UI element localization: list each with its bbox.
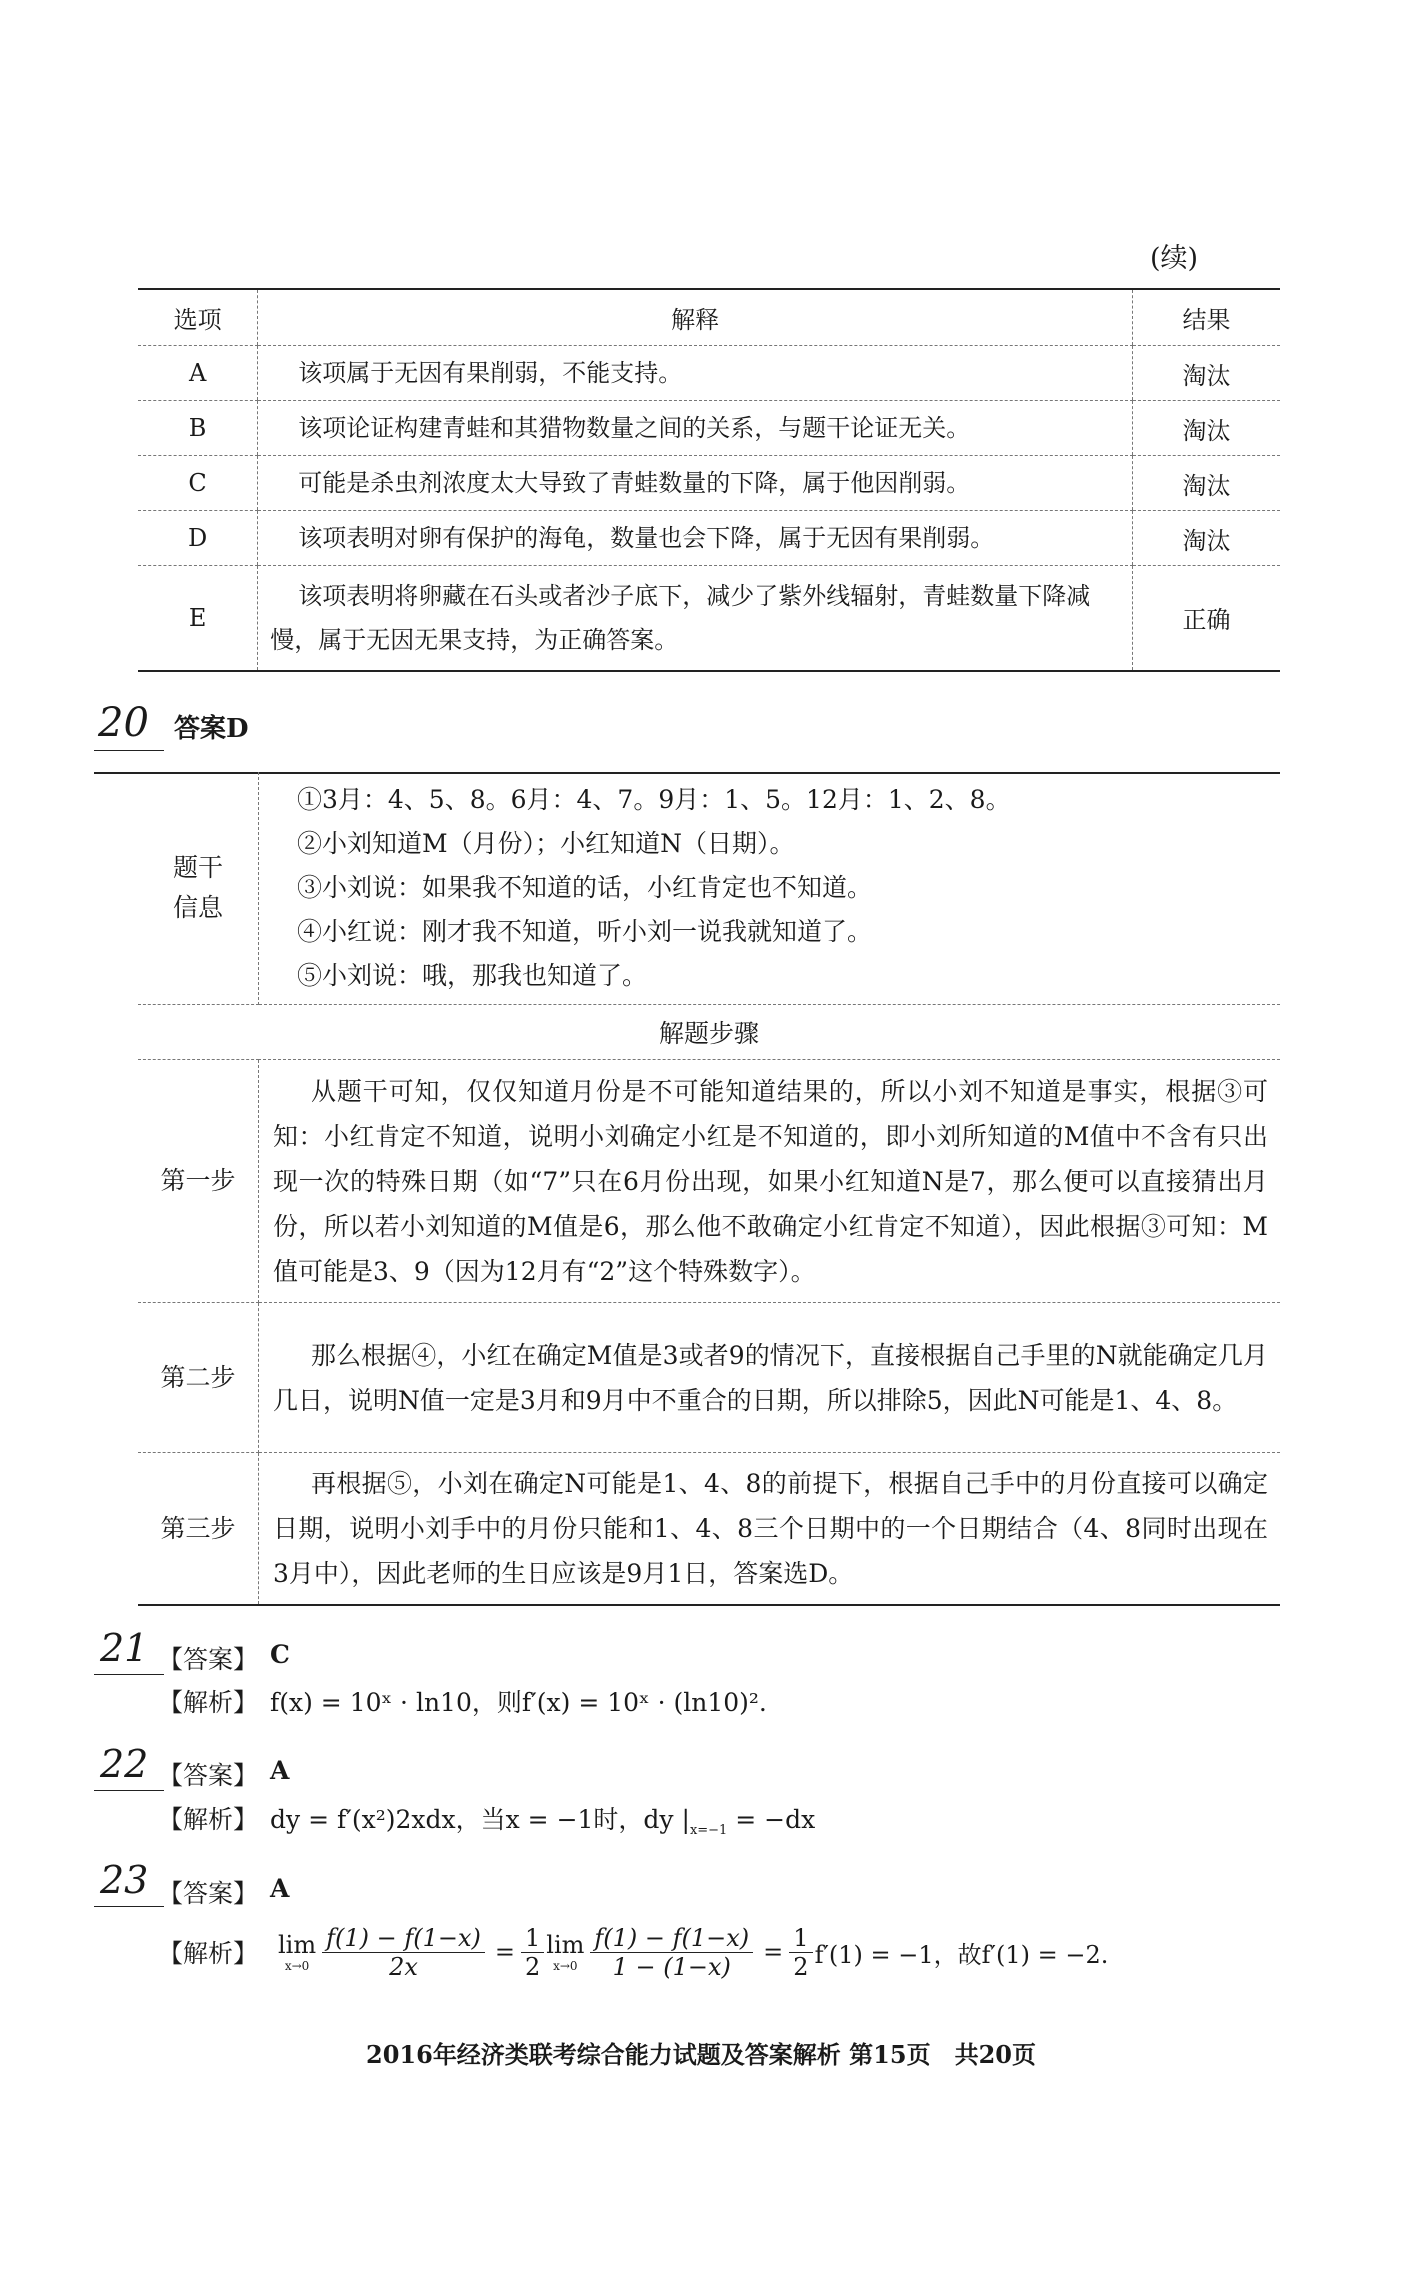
equals-sign: =: [494, 1938, 515, 1966]
row-option: D: [138, 511, 258, 566]
q22-number: 22: [100, 1742, 149, 1786]
q20-number-underline: [94, 750, 164, 751]
table-row: [138, 456, 1280, 511]
lim-operator: lim x→0: [278, 1931, 317, 1973]
info-row: [138, 772, 1280, 1005]
row-explanation: 可能是杀虫剂浓度太大导致了青蛙数量的下降，属于他因削弱。: [258, 456, 1133, 511]
step-label: 第一步: [138, 1060, 259, 1303]
row-explanation: [258, 566, 1133, 671]
q23-answer: A: [270, 1874, 290, 1903]
step-text: 那么根据④，小红在确定M值是3或者9的情况下，直接根据自己手里的N就能确定几月几日，说明N值一定是3月和9月中不重合的日期，所以排除5，因此N可能是1、4、8。: [259, 1303, 1281, 1453]
row-result: 淘汰: [1132, 511, 1280, 566]
table-row: [138, 566, 1280, 671]
header-result: 结果: [1132, 289, 1280, 346]
lim-operator: lim x→0: [546, 1931, 585, 1973]
q22-analysis: [270, 1800, 815, 1838]
row-option: E: [138, 566, 258, 671]
row-result: 淘汰: [1132, 456, 1280, 511]
q21-answer: C: [270, 1640, 290, 1669]
info-line: ④小红说：刚才我不知道，听小刘一说我就知道了。: [297, 917, 873, 946]
table-row: [138, 511, 1280, 566]
info-label: 题干信息: [138, 772, 259, 1005]
q22-analysis-end: = −dx: [735, 1805, 816, 1834]
fraction-2: $\frac{f(1) - f(1-x)}{1 - (1-x)}$: [590, 1924, 753, 1981]
half-fraction-2: $\frac{1}{2}$: [789, 1924, 812, 1981]
q22-analysis-main: dy = f′(x²)2xdx，当x = −1时，dy |: [270, 1805, 690, 1834]
q23-number-underline: [94, 1906, 164, 1907]
row-result: 淘汰: [1132, 401, 1280, 456]
info-line: ③小刘说：如果我不知道的话，小红肯定也不知道。: [297, 873, 873, 902]
table-row: [138, 346, 1280, 401]
steps-header: 解题步骤: [138, 1005, 1280, 1060]
header-option: 选项: [138, 289, 258, 346]
continued-label: (续): [1150, 243, 1199, 274]
table-row: [138, 401, 1280, 456]
row-explanation-text: 该项表明将卵藏在石头或者沙子底下，减少了紫外线辐射，青蛙数量下降减慢，属于无因无果支持，为正确答案。: [270, 581, 1091, 654]
row-result: 正确: [1132, 566, 1280, 671]
options-table: [138, 288, 1280, 672]
step-row: [138, 1453, 1280, 1606]
q21-analysis-label: 【解析】: [158, 1688, 259, 1717]
row-explanation: 该项表明对卵有保护的海龟，数量也会下降，属于无因有果削弱。: [258, 511, 1133, 566]
row-option: C: [138, 456, 258, 511]
q22-analysis-label: 【解析】: [158, 1805, 259, 1834]
steps-header-row: [138, 1005, 1280, 1060]
info-line: ②小刘知道M（月份）；小红知道N（日期）。: [297, 829, 795, 858]
step-text: 从题干可知，仅仅知道月份是不可能知道结果的，所以小刘不知道是事实，根据③可知：小红肯定不知道，说明小刘确定小红是不知道的，即小刘所知道的M值中不含有只出现一次的特殊日期（如“7”只在6月份出现，如果小红知道N是7，那么便可以直接猜出月份，所以若小刘知道的M值是6，那么他不敢确定小红肯定不知道），因此根据③可知：M值可能是3、9（因为12月有“2”这个特殊数字）。: [259, 1060, 1281, 1303]
page-footer: 2016年经济类联考综合能力试题及答案解析 第15页 共20页: [366, 2040, 1036, 2069]
half-fraction-1: $\frac{1}{2}$: [521, 1924, 544, 1981]
q21-analysis: f(x) = 10ˣ · ln10，则f′(x) = 10ˣ · (ln10)².: [270, 1688, 767, 1717]
q21-number-underline: [94, 1674, 164, 1675]
q22-answer: A: [270, 1756, 290, 1785]
q23-formula: [278, 1912, 1108, 1992]
info-lines: [259, 772, 1281, 1005]
q21-answer-label: 【答案】: [158, 1645, 259, 1674]
q20-answer: 答案D: [174, 714, 249, 744]
q23-answer-label: 【答案】: [158, 1879, 259, 1908]
options-table-header: [138, 289, 1280, 346]
step-label: 第二步: [138, 1303, 259, 1453]
info-line: ①3月：4、5、8。6月：4、7。9月：1、5。12月：1、2、8。: [297, 785, 1011, 814]
row-option: A: [138, 346, 258, 401]
q23-number: 23: [100, 1858, 149, 1902]
q20-number: 20: [98, 700, 149, 746]
row-result: 淘汰: [1132, 346, 1280, 401]
q22-number-underline: [94, 1790, 164, 1791]
row-option: B: [138, 401, 258, 456]
q20-answer-heading: [94, 700, 1280, 774]
q23-formula-tail: f′(1) = −1，故f′(1) = −2.: [814, 1940, 1109, 1969]
step-text: 再根据⑤，小刘在确定N可能是1、4、8的前提下，根据自己手中的月份直接可以确定日期，说明小刘手中的月份只能和1、4、8三个日期中的一个日期结合（4、8同时出现在3月中），因此老师的生日应该是9月1日，答案选D。: [259, 1453, 1281, 1606]
step-label: 第三步: [138, 1453, 259, 1606]
equals-sign: =: [763, 1938, 784, 1966]
q20-solution-table: [138, 772, 1280, 1606]
info-line: ⑤小刘说：哦，那我也知道了。: [297, 961, 648, 990]
row-explanation: 该项属于无因有果削弱，不能支持。: [258, 346, 1133, 401]
header-explanation: 解释: [258, 289, 1133, 346]
fraction-1: $\frac{f(1) - f(1-x)}{2x}$: [322, 1924, 485, 1981]
q22-analysis-sub: x=−1: [689, 1823, 728, 1838]
q22-answer-label: 【答案】: [158, 1761, 259, 1790]
q23-analysis-label: 【解析】: [158, 1939, 259, 1968]
step-row: [138, 1060, 1280, 1303]
row-explanation: 该项论证构建青蛙和其猎物数量之间的关系，与题干论证无关。: [258, 401, 1133, 456]
q21-number: 21: [100, 1626, 149, 1670]
step-row: [138, 1303, 1280, 1453]
